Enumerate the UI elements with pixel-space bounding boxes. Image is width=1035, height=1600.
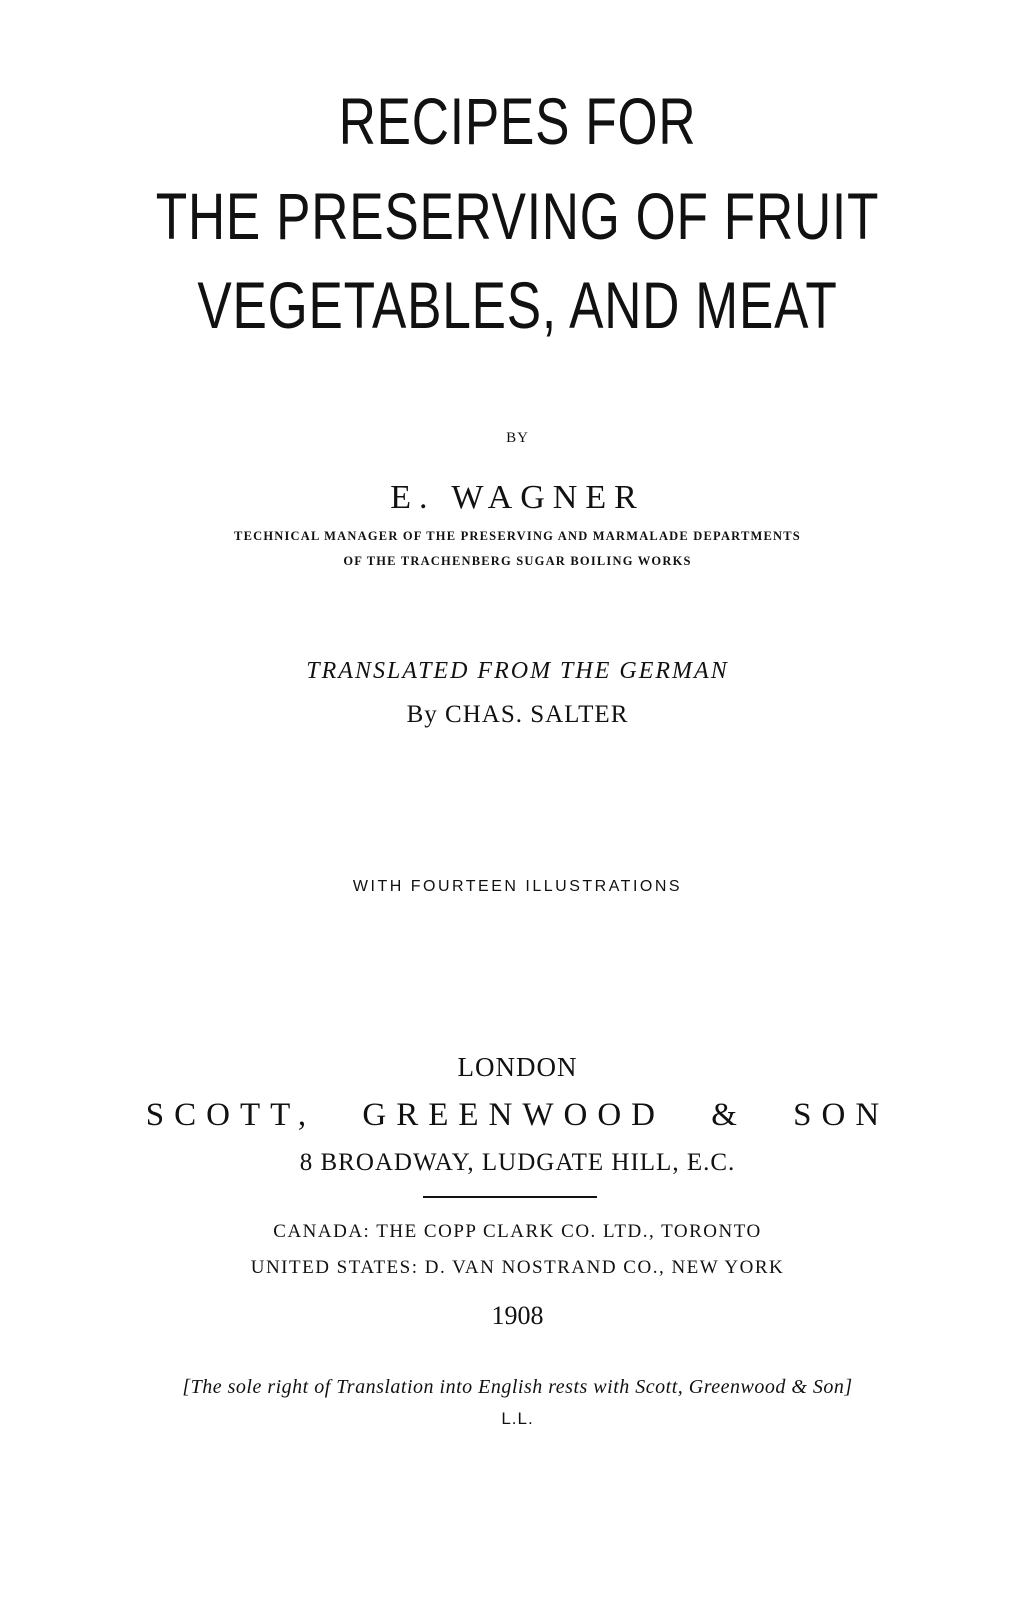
author-name: E. WAGNER — [390, 479, 645, 516]
divider-rule — [423, 1196, 597, 1198]
us-agent: UNITED STATES: D. VAN NOSTRAND CO., NEW YORK — [250, 1257, 785, 1278]
publisher-name: SCOTT, GREENWOOD & SON — [145, 1097, 890, 1133]
title-line-2: THE PRESERVING OF FRUIT — [155, 179, 880, 253]
publisher-address: 8 BROADWAY, LUDGATE HILL, E.C. — [299, 1149, 736, 1176]
publication-year: 1908 — [491, 1301, 544, 1330]
author-credential-line-1: TECHNICAL MANAGER OF THE PRESERVING AND MARMALADE DEPARTMENTS — [234, 529, 801, 543]
canada-agent: CANADA: THE COPP CLARK CO. LTD., TORONTO — [273, 1221, 762, 1242]
translation-rights-notice: [The sole right of Translation into English rests with Scott, Greenwood & Son] — [182, 1376, 853, 1398]
title-line-3: VEGETABLES, AND MEAT — [197, 268, 838, 342]
translation-note: TRANSLATED FROM THE GERMAN — [306, 658, 729, 684]
publisher-city: LONDON — [457, 1052, 578, 1082]
library-mark: L.L. — [501, 1409, 534, 1428]
by-label: BY — [506, 430, 529, 446]
illustrations-note: WITH FOURTEEN ILLUSTRATIONS — [352, 878, 683, 895]
title-line-1: RECIPES FOR — [338, 84, 697, 158]
translator-name: By CHAS. SALTER — [406, 701, 629, 728]
author-credential-line-2: OF THE TRACHENBERG SUGAR BOILING WORKS — [343, 554, 692, 568]
